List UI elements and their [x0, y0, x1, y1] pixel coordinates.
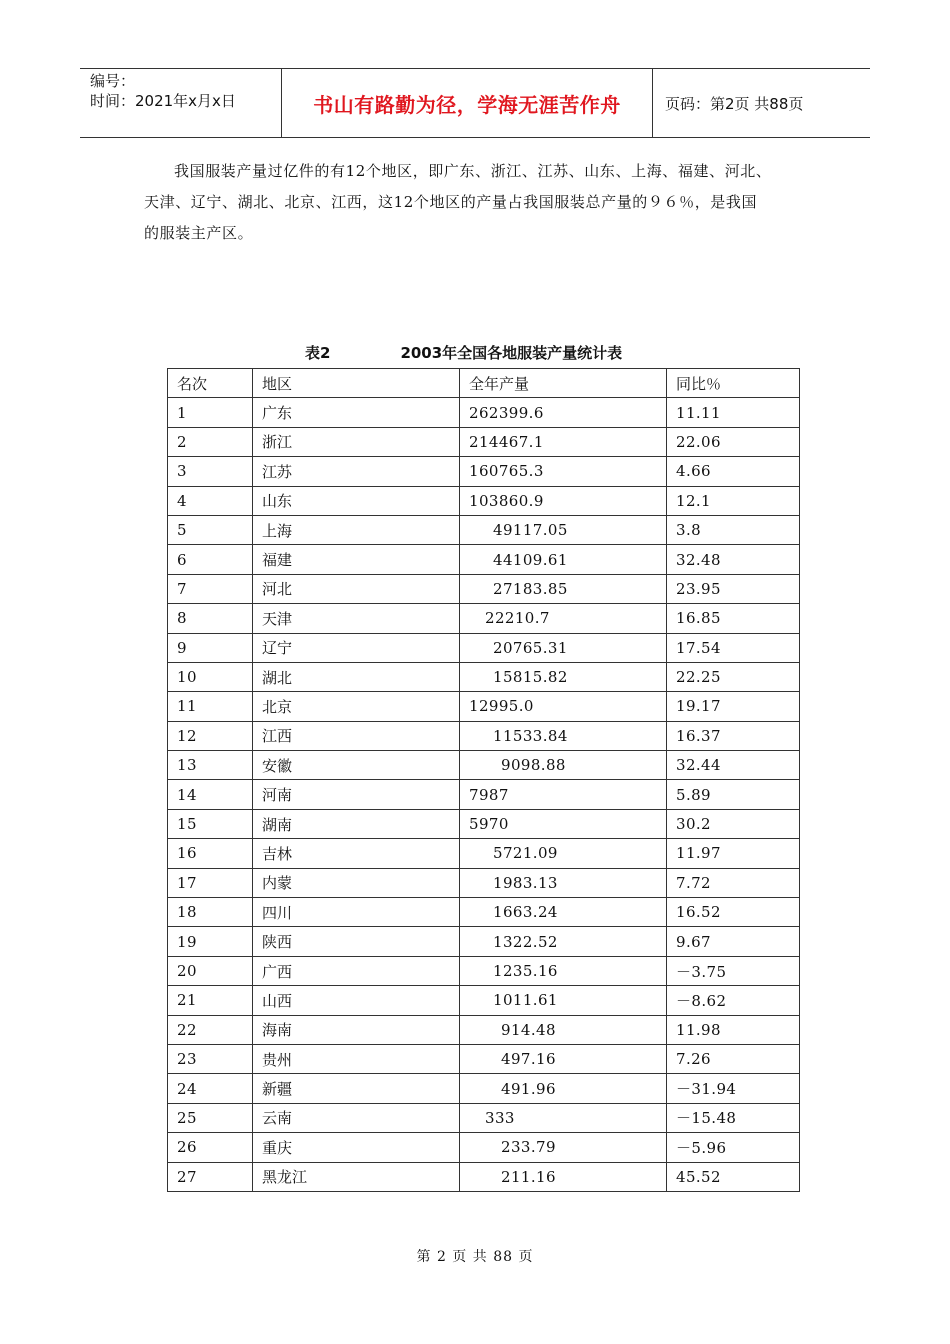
- cell-rank: 22: [168, 1015, 253, 1044]
- cell-output: 49117.05: [460, 515, 667, 544]
- cell-output: 1011.61: [460, 986, 667, 1015]
- cell-output: 5970: [460, 809, 667, 838]
- table-row: [168, 1103, 800, 1132]
- table-row: [168, 956, 800, 985]
- cell-region: 山东: [253, 486, 460, 515]
- cell-region: 新疆: [253, 1074, 460, 1103]
- cell-output: 5721.09: [460, 839, 667, 868]
- cell-output: 1663.24: [460, 898, 667, 927]
- cell-region: 内蒙: [253, 868, 460, 897]
- cell-region: 江西: [253, 721, 460, 750]
- table-row: [168, 751, 800, 780]
- cell-region: 重庆: [253, 1133, 460, 1162]
- cell-yoy: 16.52: [667, 898, 800, 927]
- paragraph-line-3: 的服装主产区。: [144, 224, 254, 242]
- table-row: [168, 721, 800, 750]
- table-row: [168, 457, 800, 486]
- cell-rank: 4: [168, 486, 253, 515]
- cell-yoy: －3.75: [667, 956, 800, 985]
- cell-output: 44109.61: [460, 545, 667, 574]
- cell-rank: 2: [168, 427, 253, 456]
- number-label: 编号：: [90, 72, 136, 90]
- cell-output: 211.16: [460, 1162, 667, 1191]
- table-row: [168, 1133, 800, 1162]
- cell-yoy: 17.54: [667, 633, 800, 662]
- cell-rank: 25: [168, 1103, 253, 1132]
- document-header: [80, 68, 870, 138]
- cell-rank: 20: [168, 956, 253, 985]
- table-row: [168, 1015, 800, 1044]
- table-row: [168, 809, 800, 838]
- table-row: [168, 574, 800, 603]
- cell-rank: 6: [168, 545, 253, 574]
- cell-region: 天津: [253, 604, 460, 633]
- cell-rank: 5: [168, 515, 253, 544]
- cell-rank: 23: [168, 1044, 253, 1073]
- table-row: [168, 927, 800, 956]
- cell-rank: 21: [168, 986, 253, 1015]
- cell-region: 山西: [253, 986, 460, 1015]
- production-table: [167, 368, 800, 1192]
- cell-region: 四川: [253, 898, 460, 927]
- cell-rank: 19: [168, 927, 253, 956]
- paragraph-line-2: 天津、辽宁、湖北、北京、江西，这12个地区的产量占我国服装总产量的９６％，是我国: [144, 193, 758, 211]
- cell-rank: 27: [168, 1162, 253, 1191]
- table-row: [168, 427, 800, 456]
- cell-rank: 9: [168, 633, 253, 662]
- cell-rank: 14: [168, 780, 253, 809]
- cell-region: 黑龙江: [253, 1162, 460, 1191]
- header-rank: 名次: [168, 369, 253, 398]
- cell-yoy: 45.52: [667, 1162, 800, 1191]
- cell-region: 海南: [253, 1015, 460, 1044]
- cell-yoy: 11.11: [667, 398, 800, 427]
- cell-output: 333: [460, 1103, 667, 1132]
- cell-yoy: －15.48: [667, 1103, 800, 1132]
- cell-rank: 12: [168, 721, 253, 750]
- cell-yoy: 30.2: [667, 809, 800, 838]
- cell-region: 河南: [253, 780, 460, 809]
- cell-output: 9098.88: [460, 751, 667, 780]
- cell-output: 1983.13: [460, 868, 667, 897]
- cell-region: 贵州: [253, 1044, 460, 1073]
- cell-yoy: －31.94: [667, 1074, 800, 1103]
- table-title: 2003年全国各地服装产量统计表: [400, 344, 623, 362]
- cell-yoy: 22.25: [667, 662, 800, 691]
- cell-region: 浙江: [253, 427, 460, 456]
- cell-output: 491.96: [460, 1074, 667, 1103]
- table-body: [168, 398, 800, 1192]
- cell-yoy: 5.89: [667, 780, 800, 809]
- cell-region: 陕西: [253, 927, 460, 956]
- table-row: [168, 898, 800, 927]
- header-page-info: 页码：第2页 共88页: [665, 94, 804, 113]
- table-row: [168, 868, 800, 897]
- intro-paragraph: [144, 156, 814, 249]
- cell-rank: 8: [168, 604, 253, 633]
- cell-region: 辽宁: [253, 633, 460, 662]
- cell-yoy: 19.17: [667, 692, 800, 721]
- cell-output: 20765.31: [460, 633, 667, 662]
- cell-output: 22210.7: [460, 604, 667, 633]
- cell-region: 江苏: [253, 457, 460, 486]
- cell-rank: 24: [168, 1074, 253, 1103]
- table-row: [168, 486, 800, 515]
- header-motto: 书山有路勤为径，学海无涯苦作舟: [282, 69, 653, 137]
- table-row: [168, 780, 800, 809]
- cell-output: 27183.85: [460, 574, 667, 603]
- cell-output: 262399.6: [460, 398, 667, 427]
- cell-yoy: 16.85: [667, 604, 800, 633]
- cell-yoy: 9.67: [667, 927, 800, 956]
- cell-output: 12995.0: [460, 692, 667, 721]
- table-label: 表2: [305, 344, 331, 362]
- header-yoy: 同比％: [667, 369, 800, 398]
- cell-region: 北京: [253, 692, 460, 721]
- cell-yoy: 22.06: [667, 427, 800, 456]
- table-row: [168, 986, 800, 1015]
- table-row: [168, 398, 800, 427]
- cell-output: 11533.84: [460, 721, 667, 750]
- cell-yoy: 7.72: [667, 868, 800, 897]
- cell-rank: 1: [168, 398, 253, 427]
- table-row: [168, 545, 800, 574]
- header-output: 全年产量: [460, 369, 667, 398]
- cell-region: 湖北: [253, 662, 460, 691]
- cell-rank: 17: [168, 868, 253, 897]
- cell-region: 湖南: [253, 809, 460, 838]
- cell-yoy: 16.37: [667, 721, 800, 750]
- page-footer: 第 2 页 共 88 页: [416, 1249, 534, 1265]
- table-row: [168, 1044, 800, 1073]
- table-caption: [305, 342, 622, 363]
- cell-output: 1235.16: [460, 956, 667, 985]
- cell-region: 吉林: [253, 839, 460, 868]
- cell-yoy: 11.97: [667, 839, 800, 868]
- cell-yoy: 23.95: [667, 574, 800, 603]
- cell-yoy: 11.98: [667, 1015, 800, 1044]
- cell-rank: 3: [168, 457, 253, 486]
- cell-output: 15815.82: [460, 662, 667, 691]
- cell-output: 1322.52: [460, 927, 667, 956]
- cell-output: 214467.1: [460, 427, 667, 456]
- table-row: [168, 1074, 800, 1103]
- cell-yoy: 7.26: [667, 1044, 800, 1073]
- cell-rank: 16: [168, 839, 253, 868]
- table-row: [168, 1162, 800, 1191]
- cell-region: 云南: [253, 1103, 460, 1132]
- table-row: [168, 662, 800, 691]
- cell-rank: 11: [168, 692, 253, 721]
- cell-rank: 26: [168, 1133, 253, 1162]
- table-header-row: [168, 369, 800, 398]
- cell-rank: 13: [168, 751, 253, 780]
- cell-region: 河北: [253, 574, 460, 603]
- cell-rank: 18: [168, 898, 253, 927]
- table-row: [168, 633, 800, 662]
- header-meta: [80, 69, 282, 137]
- cell-output: 233.79: [460, 1133, 667, 1162]
- cell-rank: 10: [168, 662, 253, 691]
- cell-rank: 15: [168, 809, 253, 838]
- cell-yoy: 32.44: [667, 751, 800, 780]
- table-row: [168, 515, 800, 544]
- cell-yoy: －8.62: [667, 986, 800, 1015]
- paragraph-line-1: 我国服装产量过亿件的有12个地区，即广东、浙江、江苏、山东、上海、福建、河北、: [174, 162, 772, 180]
- cell-region: 广西: [253, 956, 460, 985]
- date-label: 时间：2021年x月x日: [90, 92, 236, 110]
- table-row: [168, 604, 800, 633]
- cell-output: 7987: [460, 780, 667, 809]
- cell-region: 上海: [253, 515, 460, 544]
- cell-output: 103860.9: [460, 486, 667, 515]
- cell-region: 广东: [253, 398, 460, 427]
- cell-yoy: 32.48: [667, 545, 800, 574]
- cell-yoy: 12.1: [667, 486, 800, 515]
- header-region: 地区: [253, 369, 460, 398]
- cell-yoy: －5.96: [667, 1133, 800, 1162]
- cell-yoy: 4.66: [667, 457, 800, 486]
- cell-output: 914.48: [460, 1015, 667, 1044]
- table-row: [168, 692, 800, 721]
- cell-rank: 7: [168, 574, 253, 603]
- cell-output: 160765.3: [460, 457, 667, 486]
- cell-yoy: 3.8: [667, 515, 800, 544]
- cell-output: 497.16: [460, 1044, 667, 1073]
- cell-region: 安徽: [253, 751, 460, 780]
- table-row: [168, 839, 800, 868]
- cell-region: 福建: [253, 545, 460, 574]
